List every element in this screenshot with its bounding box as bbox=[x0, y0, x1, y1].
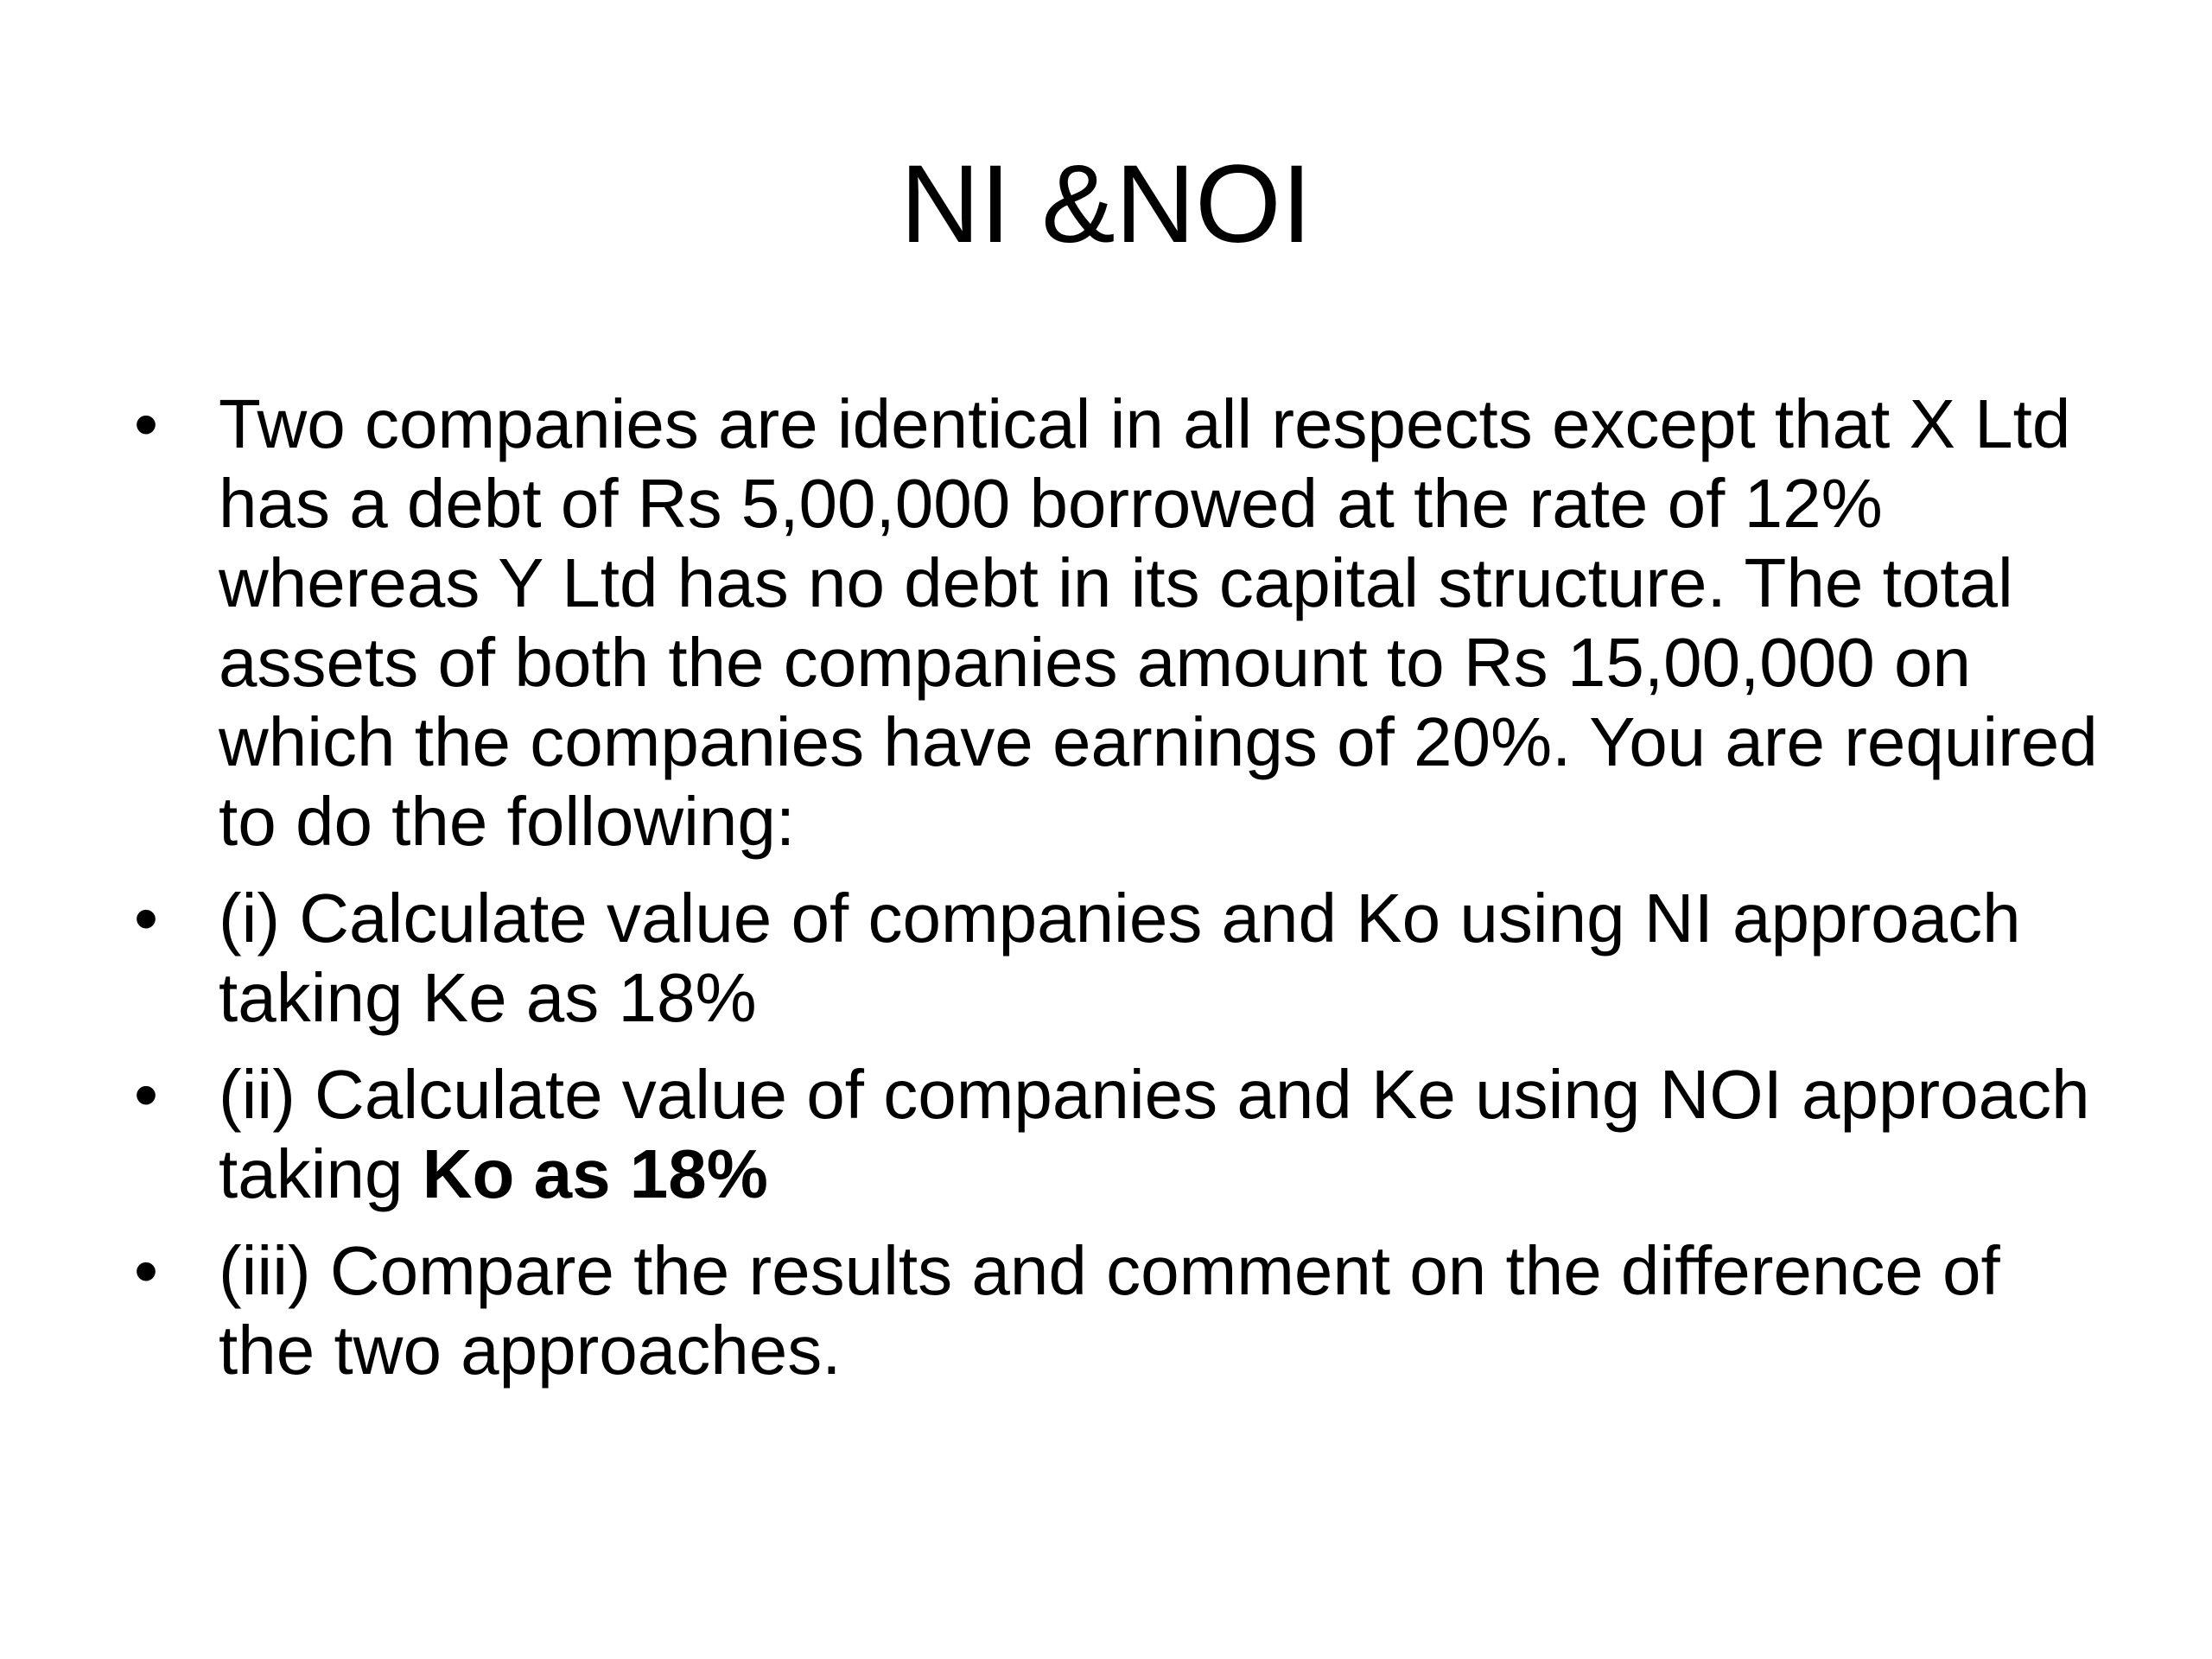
bullet-dot-icon: • bbox=[134, 880, 159, 957]
bullet-item-compare-results bbox=[134, 1231, 2113, 1390]
bullet-item-noi-approach bbox=[134, 1055, 2113, 1214]
bullet-dot-icon: • bbox=[134, 1056, 159, 1133]
bullet-item-ni-approach bbox=[134, 879, 2113, 1038]
slide-title: NI &NOI bbox=[899, 143, 1313, 266]
bullet-text: (i) Calculate value of companies and Ko using NI approach taking Ke as 18% bbox=[219, 880, 2021, 1036]
bullet-item-problem-statement bbox=[134, 385, 2113, 861]
bullet-text: (ii) Calculate value of companies and Ke using NOI approach taking bbox=[219, 1056, 2090, 1212]
bullet-text: Two companies are identical in all respects except that X Ltd has a debt of Rs 5,00,000 borrowed at the rate of 12% whereas Y Ltd has no debt in its capital structure. The total assets of both the companies amount to Rs 15,00,000 on which the companies have earnings of 20%. You are required to do the following: bbox=[219, 385, 2098, 860]
bullet-text: (iii) Compare the results and comment on the difference of the two approaches. bbox=[219, 1232, 2000, 1389]
bullet-list bbox=[134, 385, 2113, 1408]
bullet-dot-icon: • bbox=[134, 1232, 159, 1309]
bullet-text-emphasis: Ko as 18% bbox=[422, 1135, 768, 1212]
bullet-dot-icon: • bbox=[134, 385, 159, 462]
